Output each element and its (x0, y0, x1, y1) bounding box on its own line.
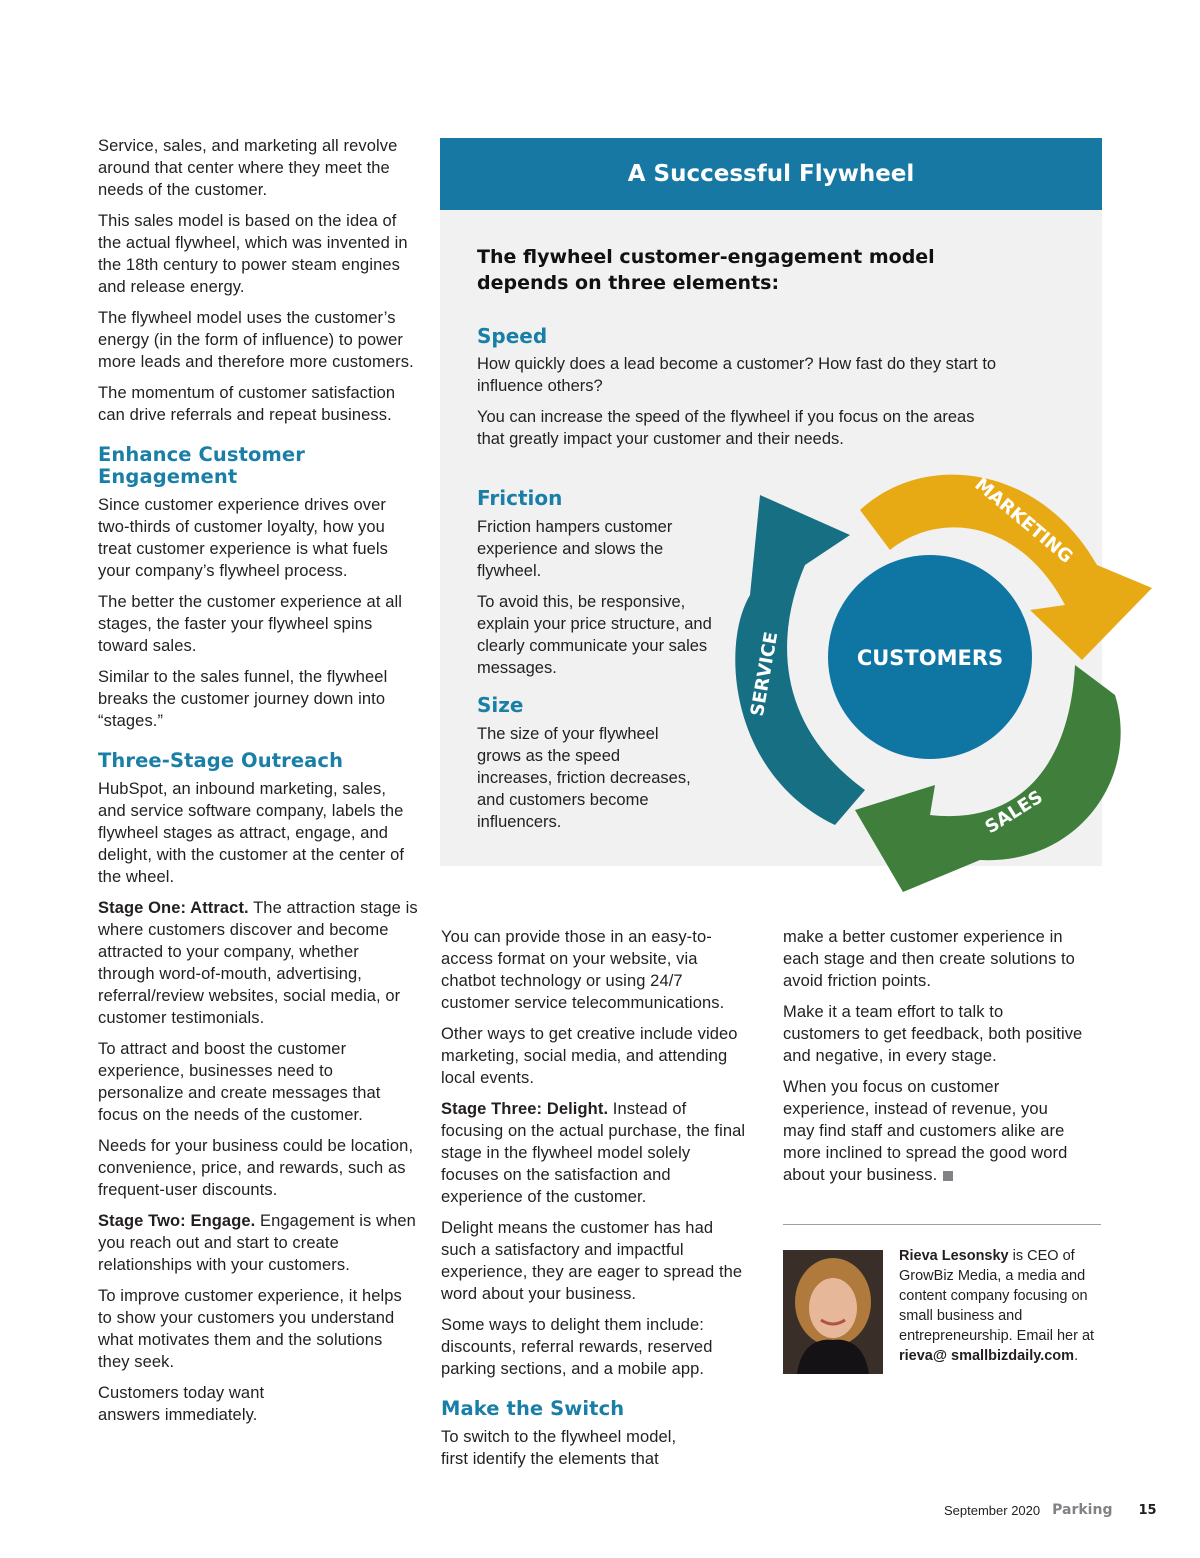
author-bio (899, 1246, 1104, 1366)
paragraph-stage-two (98, 1210, 418, 1276)
paragraph: To switch to the flywheel model, first identify the elements that (441, 1428, 677, 1468)
paragraph: Service, sales, and marketing all revolve around that center where they meet the needs of the customer. (98, 137, 398, 199)
paragraph-stage-one (98, 897, 418, 1029)
sidebar-intro: The flywheel customer-engagement model depends on three elements: (477, 246, 935, 294)
speed-paragraph-2: You can increase the speed of the flywheel if you focus on the areas that greatly impact your customer and their needs. (477, 408, 975, 448)
column-middle (441, 926, 746, 1479)
service-label: SERVICE (746, 630, 783, 718)
stage-two-label: Stage Two: Engage. (98, 1212, 256, 1230)
end-mark-icon (943, 1171, 953, 1181)
heading-three-stage-outreach: Three-Stage Outreach (98, 749, 344, 772)
paragraph: Delight means the customer has had such a satisfactory and impactful experience, they are eager to spread the word about your business. (441, 1219, 743, 1303)
paragraph: HubSpot, an inbound marketing, sales, and service software company, labels the flywheel stages as attract, engage, and delight, with the customer at the center of the wheel. (98, 780, 405, 886)
paragraph: Make it a team effort to talk to customers to get feedback, both positive and negative, in every stage. (783, 1003, 1083, 1065)
paragraph: Other ways to get creative include video marketing, social media, and attending local events. (441, 1025, 738, 1087)
page-number: 15 (1138, 1502, 1157, 1518)
divider (783, 1224, 1101, 1225)
author-name: Rieva Lesonsky (899, 1248, 1009, 1264)
paragraph: Similar to the sales funnel, the flywheel breaks the customer journey down into “stages.” (98, 668, 388, 730)
stage-one-label: Stage One: Attract. (98, 899, 249, 917)
friction-paragraph-1: Friction hampers customer experience and slows the flywheel. (477, 518, 673, 580)
footer-publication: Parking (1052, 1502, 1113, 1518)
paragraph: To attract and boost the customer experience, businesses need to personalize and create messages that focus on the needs of the customer. (98, 1040, 381, 1124)
author-bio-text: is CEO of GrowBiz Media, a media and content company focusing on small business and entrepreneurship. Email her at (899, 1248, 1095, 1344)
paragraph: To improve customer experience, it helps to show your customers you understand what motivates them and the solutions they seek. (98, 1287, 402, 1371)
paragraph: Some ways to delight them include: discounts, referral rewards, reserved parking sections, and a mobile app. (441, 1316, 713, 1378)
paragraph (783, 1076, 1083, 1186)
heading-friction: Friction (477, 486, 563, 510)
bio-end: . (1074, 1348, 1079, 1364)
paragraph-stage-three (441, 1098, 746, 1208)
size-paragraph: The size of your flywheel grows as the speed increases, friction decreases, and customers become influencers. (477, 725, 691, 831)
paragraph: Needs for your business could be location, convenience, price, and rewards, such as frequent-user discounts. (98, 1137, 414, 1199)
heading-enhance-customer-engagement: Enhance Customer Engagement (98, 443, 305, 488)
stage-one-text: The attraction stage is where customers discover and become attracted to your company, whether through word-of-mouth, advertising, referral/review websites, social media, or customer testimonials. (98, 899, 418, 1027)
column-right (783, 926, 1103, 1195)
author-email[interactable]: rieva@ smallbizdaily.com (899, 1348, 1075, 1364)
marketing-label: MARKETING (970, 473, 1077, 568)
page-footer (944, 1502, 1157, 1518)
paragraph: This sales model is based on the idea of the actual flywheel, which was invented in the 18th century to power steam engines and release energy. (98, 212, 408, 296)
heading-speed: Speed (477, 324, 548, 348)
column-left (98, 135, 418, 1435)
stage-two-text: Engagement is when you reach out and start to create relationships with your customers. (98, 1212, 416, 1274)
footer-date: September 2020 (944, 1502, 1041, 1518)
stage-three-label: Stage Three: Delight. (441, 1100, 609, 1118)
speed-paragraph-1: How quickly does a lead become a customer? How fast do they start to influence others? (477, 355, 997, 395)
paragraph: make a better customer experience in each stage and then create solutions to avoid friction points. (783, 928, 1075, 990)
paragraph: Since customer experience drives over two-thirds of customer loyalty, how you treat customer experience is what fuels your company’s flywheel process. (98, 496, 389, 580)
sales-label: SALES (981, 786, 1047, 839)
flywheel-diagram (720, 455, 1160, 900)
paragraph: The flywheel model uses the customer’s energy (in the form of influence) to power more leads and therefore more customers. (98, 309, 414, 371)
author-portrait-icon (783, 1250, 883, 1374)
heading-size: Size (477, 693, 524, 717)
paragraph: You can provide those in an easy-to-access format on your website, via chatbot technology or using 24/7 customer service telecommunications. (441, 928, 725, 1012)
sidebar-title: A Successful Flywheel (440, 138, 1102, 210)
author-photo (783, 1250, 883, 1374)
paragraph: The better the customer experience at all stages, the faster your flywheel spins toward sales. (98, 593, 403, 655)
paragraph: The momentum of customer satisfaction can drive referrals and repeat business. (98, 384, 396, 424)
paragraph: Customers today want answers immediately. (98, 1384, 265, 1424)
closing-text: When you focus on customer experience, instead of revenue, you may find staff and customers alike are more inclined to spread the good word about your business. (783, 1078, 1068, 1184)
customers-label: CUSTOMERS (856, 646, 1004, 670)
friction-paragraph-2: To avoid this, be responsive, explain your price structure, and clearly communicate your sales messages. (477, 593, 712, 677)
heading-make-the-switch: Make the Switch (441, 1397, 625, 1420)
stage-three-text: Instead of focusing on the actual purchase, the final stage in the flywheel model solely focuses on the satisfaction and experience of the customer. (441, 1100, 746, 1206)
